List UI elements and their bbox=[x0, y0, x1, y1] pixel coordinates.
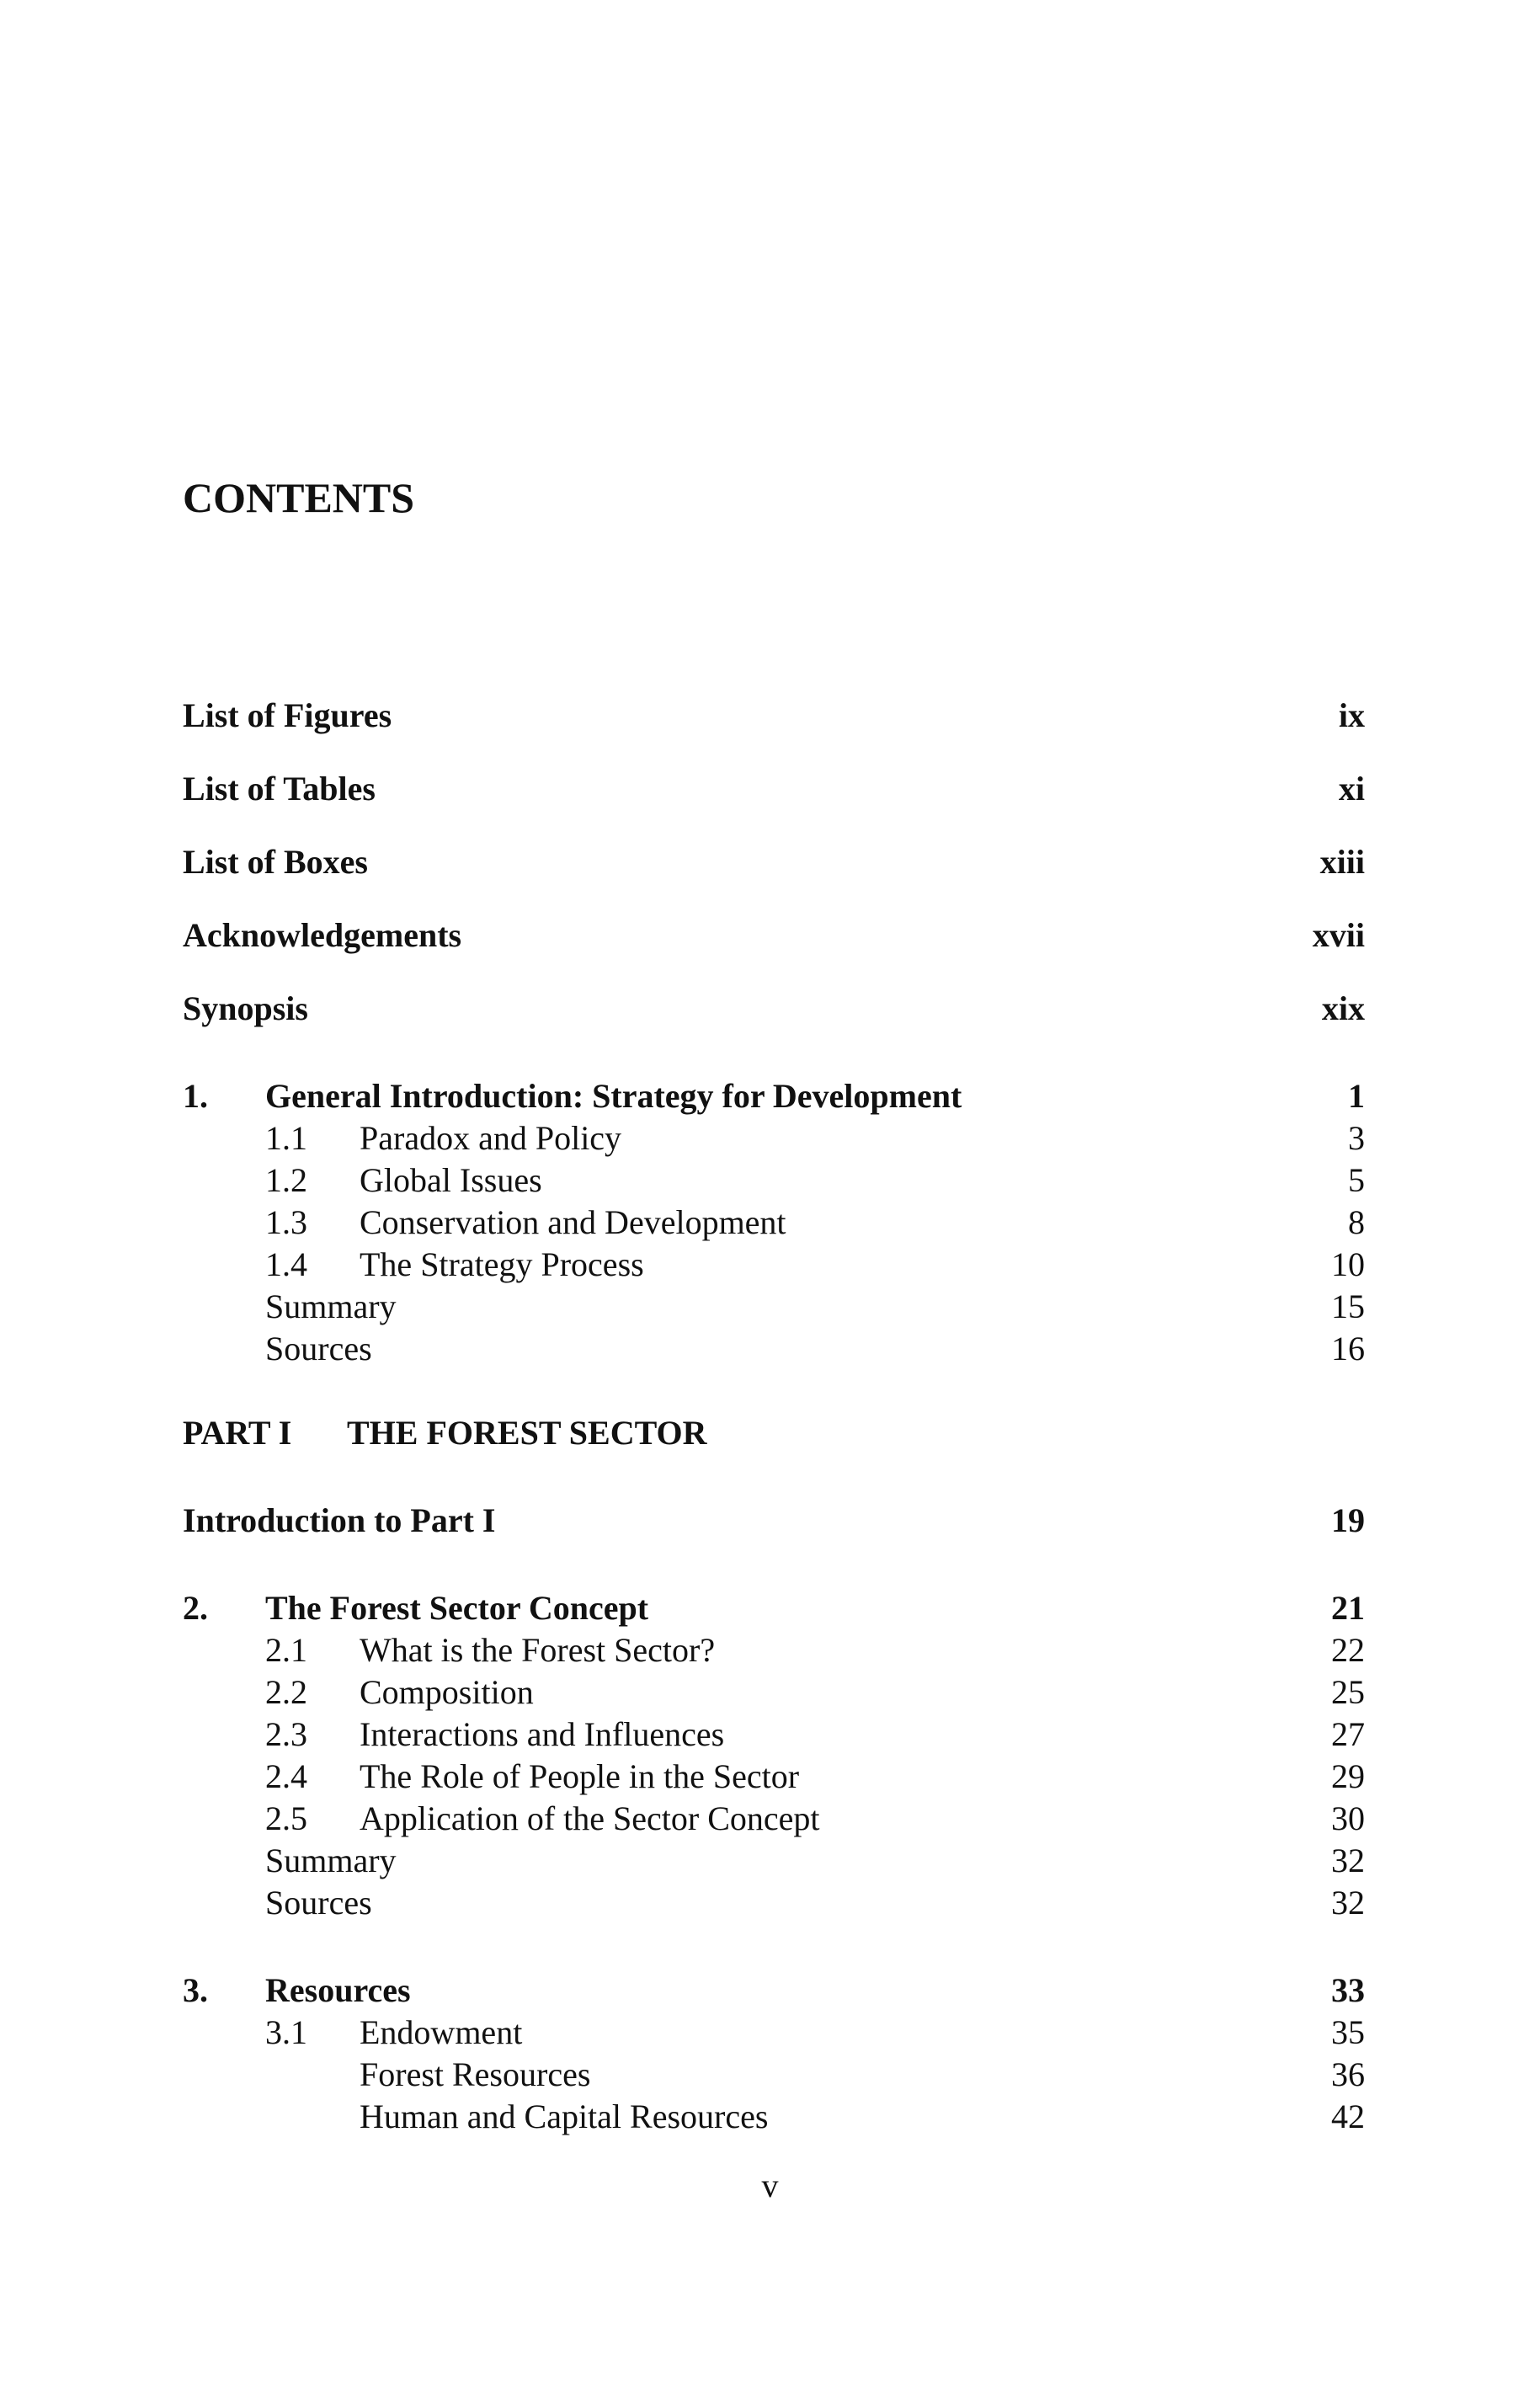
sources-title: Sources bbox=[265, 1330, 372, 1367]
toc-entry-title: Acknowledgements bbox=[183, 916, 462, 954]
summary-title: Summary bbox=[265, 1287, 397, 1325]
section-title: Composition bbox=[360, 1673, 534, 1711]
section-number: 2.2 bbox=[265, 1673, 307, 1711]
toc-entry-page: 19 bbox=[1331, 1501, 1365, 1539]
toc-section-2-2[interactable] bbox=[183, 1671, 1365, 1714]
section-number: 1.3 bbox=[265, 1203, 307, 1241]
section-page: 27 bbox=[1331, 1715, 1365, 1753]
section-title: The Strategy Process bbox=[360, 1245, 644, 1283]
section-number: 3.1 bbox=[265, 2013, 307, 2051]
toc-chapter-2-sources[interactable] bbox=[183, 1881, 1365, 1925]
toc-section-1-4[interactable] bbox=[183, 1243, 1365, 1287]
section-page: 25 bbox=[1331, 1673, 1365, 1711]
section-page: 10 bbox=[1331, 1245, 1365, 1283]
section-title: Paradox and Policy bbox=[360, 1119, 622, 1157]
chapter-number: 2. bbox=[183, 1589, 208, 1627]
toc-section-1-3[interactable] bbox=[183, 1201, 1365, 1245]
section-title: Endowment bbox=[360, 2013, 523, 2051]
toc-subsection-forest-resources[interactable] bbox=[183, 2053, 1365, 2097]
section-number: 2.3 bbox=[265, 1715, 307, 1753]
section-page: 22 bbox=[1331, 1631, 1365, 1669]
section-number: 2.4 bbox=[265, 1757, 307, 1795]
toc-section-2-5[interactable] bbox=[183, 1797, 1365, 1841]
sources-page: 32 bbox=[1331, 1884, 1365, 1922]
toc-entry-page: xix bbox=[1321, 989, 1365, 1027]
toc-chapter-2[interactable] bbox=[183, 1586, 1365, 1630]
section-page: 5 bbox=[1348, 1161, 1365, 1199]
section-title: Global Issues bbox=[360, 1161, 542, 1199]
chapter-title: Resources bbox=[265, 1971, 411, 2009]
section-number: 1.1 bbox=[265, 1119, 307, 1157]
chapter-title: General Introduction: Strategy for Development bbox=[265, 1077, 962, 1115]
subsection-title: Forest Resources bbox=[360, 2055, 591, 2093]
toc-entry-page: xi bbox=[1338, 770, 1365, 808]
page-title: CONTENTS bbox=[183, 474, 415, 521]
toc-chapter-3[interactable] bbox=[183, 1969, 1365, 2012]
chapter-page: 33 bbox=[1331, 1971, 1365, 2009]
toc-entry-title: Synopsis bbox=[183, 989, 308, 1027]
section-title: Interactions and Influences bbox=[360, 1715, 725, 1753]
toc-section-1-2[interactable] bbox=[183, 1159, 1365, 1202]
summary-page: 15 bbox=[1331, 1287, 1365, 1325]
toc-entry-page: xvii bbox=[1312, 916, 1365, 954]
chapter-page: 1 bbox=[1348, 1077, 1365, 1115]
toc-chapter-1[interactable] bbox=[183, 1074, 1365, 1118]
section-number: 1.4 bbox=[265, 1245, 307, 1283]
section-title: Application of the Sector Concept bbox=[360, 1799, 820, 1837]
toc-section-1-1[interactable] bbox=[183, 1117, 1365, 1160]
toc-section-2-1[interactable] bbox=[183, 1628, 1365, 1672]
toc-section-2-4[interactable] bbox=[183, 1755, 1365, 1799]
toc-entry-synopsis[interactable] bbox=[183, 987, 1365, 1031]
section-page: 8 bbox=[1348, 1203, 1365, 1241]
chapter-number: 3. bbox=[183, 1971, 208, 2009]
section-number: 2.5 bbox=[265, 1799, 307, 1837]
summary-title: Summary bbox=[265, 1842, 397, 1879]
toc-entry-list-of-figures[interactable] bbox=[183, 694, 1365, 738]
toc-entry-title: Introduction to Part I bbox=[183, 1501, 496, 1539]
chapter-page: 21 bbox=[1331, 1589, 1365, 1627]
toc-entry-page: xiii bbox=[1319, 843, 1365, 881]
section-title: What is the Forest Sector? bbox=[360, 1631, 716, 1669]
page-folio: v bbox=[761, 2167, 779, 2204]
subsection-page: 36 bbox=[1331, 2055, 1365, 2093]
section-number: 2.1 bbox=[265, 1631, 307, 1669]
toc-chapter-2-summary[interactable] bbox=[183, 1839, 1365, 1883]
sources-title: Sources bbox=[265, 1884, 372, 1922]
toc-entry-list-of-boxes[interactable] bbox=[183, 840, 1365, 884]
toc-chapter-1-sources[interactable] bbox=[183, 1327, 1365, 1371]
toc-entry-acknowledgements[interactable] bbox=[183, 914, 1365, 957]
toc-entry-title: List of Tables bbox=[183, 770, 376, 808]
subsection-page: 42 bbox=[1331, 2098, 1365, 2135]
subsection-title: Human and Capital Resources bbox=[360, 2098, 769, 2135]
toc-section-2-3[interactable] bbox=[183, 1713, 1365, 1756]
toc-entry-title: List of Figures bbox=[183, 696, 392, 734]
toc-entry-introduction-part-1[interactable] bbox=[183, 1499, 1365, 1543]
section-title: Conservation and Development bbox=[360, 1203, 786, 1241]
section-title: The Role of People in the Sector bbox=[360, 1757, 800, 1795]
summary-page: 32 bbox=[1331, 1842, 1365, 1879]
section-page: 29 bbox=[1331, 1757, 1365, 1795]
toc-subsection-human-capital-resources[interactable] bbox=[183, 2095, 1365, 2139]
toc-section-3-1[interactable] bbox=[183, 2011, 1365, 2055]
part-title: THE FOREST SECTOR bbox=[347, 1414, 707, 1452]
sources-page: 16 bbox=[1331, 1330, 1365, 1367]
toc-chapter-1-summary[interactable] bbox=[183, 1285, 1365, 1329]
part-label: PART I bbox=[183, 1414, 292, 1452]
chapter-title: The Forest Sector Concept bbox=[265, 1589, 649, 1627]
toc-part-1-heading bbox=[183, 1411, 1365, 1455]
section-page: 35 bbox=[1331, 2013, 1365, 2051]
toc-entry-list-of-tables[interactable] bbox=[183, 767, 1365, 811]
section-page: 3 bbox=[1348, 1119, 1365, 1157]
chapter-number: 1. bbox=[183, 1077, 208, 1115]
toc-entry-page: ix bbox=[1338, 696, 1365, 734]
section-number: 1.2 bbox=[265, 1161, 307, 1199]
toc-entry-title: List of Boxes bbox=[183, 843, 368, 881]
section-page: 30 bbox=[1331, 1799, 1365, 1837]
